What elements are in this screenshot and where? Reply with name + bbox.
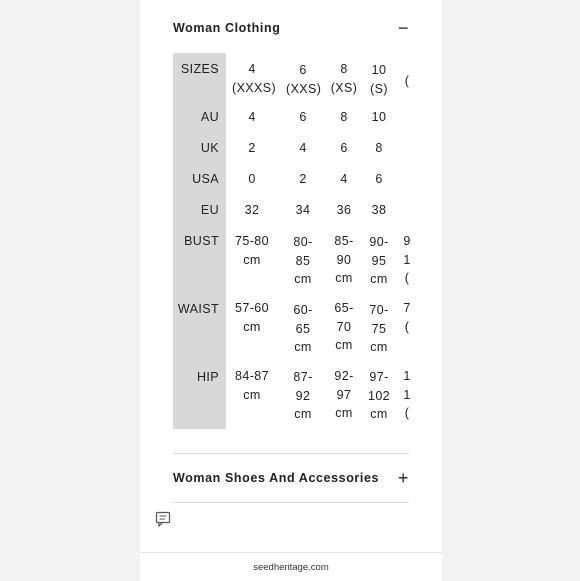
table-cell: 9 1 (: [403, 234, 411, 285]
table-cell: 92- 97 cm: [334, 369, 354, 420]
table-cell: 2: [248, 141, 256, 155]
row-label: HIP: [196, 370, 219, 384]
table-cell: 1 1 (: [403, 369, 411, 420]
table-cell: 80- 85 cm: [293, 235, 313, 286]
chat-icon[interactable]: [155, 511, 172, 528]
table-header-label: SIZES: [180, 62, 219, 76]
divider: [173, 453, 409, 454]
table-cell: 10: [371, 110, 387, 124]
table-cell: 0: [248, 172, 256, 186]
table-cell: 34: [295, 203, 311, 217]
table-cell: 8: [340, 110, 348, 124]
table-cell: 84-87 cm: [235, 369, 269, 402]
row-label: AU: [200, 110, 219, 124]
table-cell: 6: [299, 110, 307, 124]
woman-clothing-header[interactable]: [173, 13, 409, 43]
table-cell: 38: [371, 203, 387, 217]
table-cell: 60- 65 cm: [293, 303, 313, 354]
divider: [173, 502, 409, 503]
site-domain: seedheritage.com: [253, 561, 329, 573]
table-header-cell: 8 (XS): [330, 62, 358, 95]
size-table: [173, 53, 411, 429]
row-label: EU: [200, 203, 219, 217]
minus-icon[interactable]: −: [397, 18, 409, 38]
table-cell: 8: [375, 141, 383, 155]
table-cell: 7 (: [403, 301, 411, 334]
table-cell: 4: [248, 110, 256, 124]
table-cell: 85- 90 cm: [334, 234, 354, 285]
row-label: USA: [192, 172, 219, 186]
table-cell: 65- 70 cm: [334, 301, 354, 352]
table-cell: 87- 92 cm: [293, 370, 313, 421]
table-cell: 57-60 cm: [235, 301, 269, 334]
table-cell: 4: [299, 141, 307, 155]
table-cell: 97- 102 cm: [367, 370, 391, 421]
table-cell: 6: [340, 141, 348, 155]
table-cell: 75-80 cm: [235, 234, 269, 267]
row-label: UK: [200, 141, 219, 155]
table-header-cell: (: [404, 74, 410, 88]
row-label: WAIST: [177, 302, 219, 316]
size-guide-page: [140, 0, 442, 580]
table-header-cell: 6 (XXS): [286, 63, 322, 96]
table-cell: 2: [299, 172, 307, 186]
table-header-cell: 10 (S): [370, 63, 388, 96]
browser-url-bar[interactable]: [140, 552, 442, 581]
table-header-cell: 4 (XXXS): [232, 62, 277, 95]
table-cell: 6: [375, 172, 383, 186]
table-cell: 32: [244, 203, 260, 217]
woman-clothing-title: Woman Clothing: [173, 21, 281, 35]
table-cell: 70- 75 cm: [369, 303, 389, 354]
plus-icon[interactable]: +: [397, 468, 409, 488]
woman-shoes-title: Woman Shoes And Accessories: [173, 471, 380, 485]
table-cell: 90- 95 cm: [369, 235, 389, 286]
table-cell: 36: [336, 203, 352, 217]
table-cell: 4: [340, 172, 348, 186]
woman-shoes-header[interactable]: [173, 463, 409, 493]
row-label: BUST: [184, 234, 219, 248]
